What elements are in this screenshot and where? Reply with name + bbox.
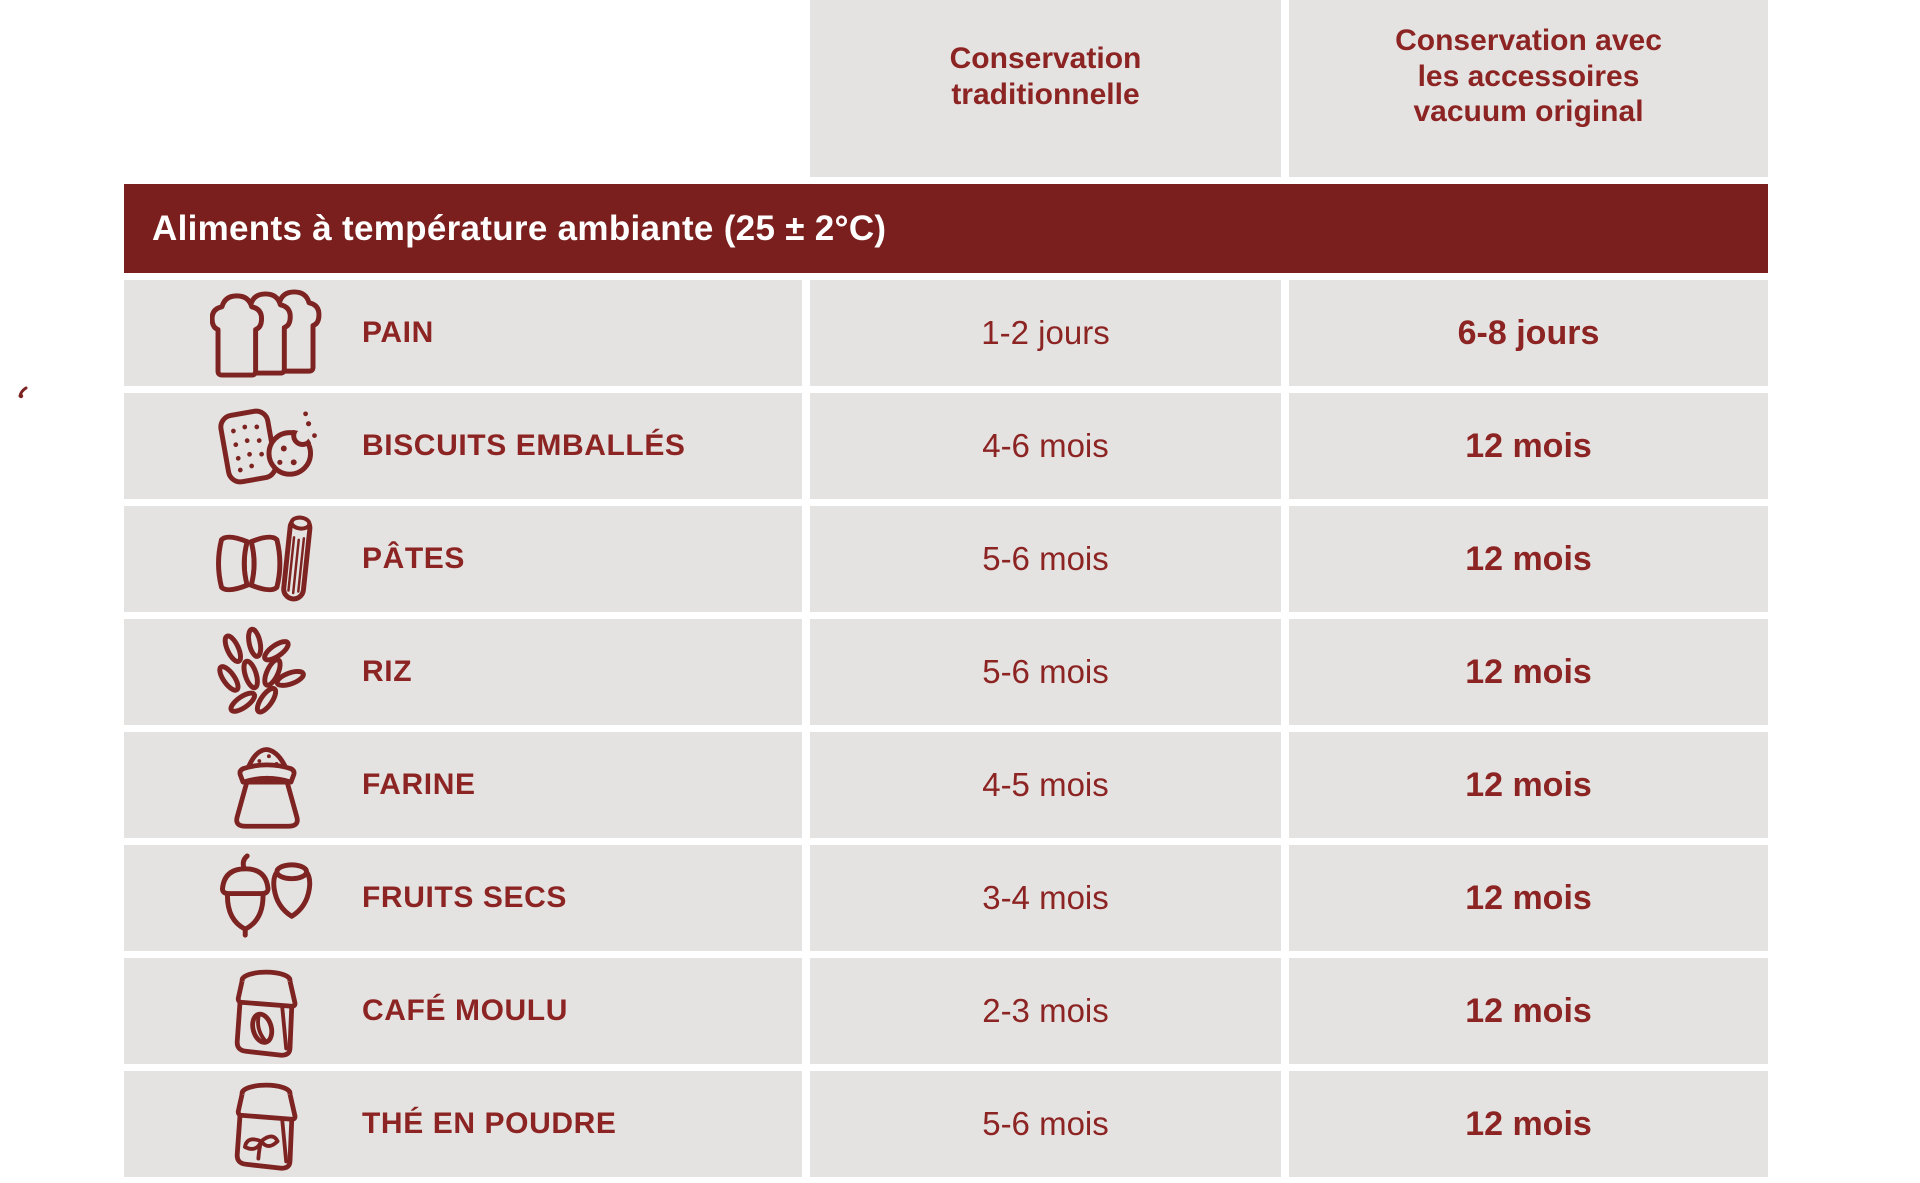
table-row-item-biscuits xyxy=(124,393,802,499)
table-row-item-pates xyxy=(124,506,802,612)
bread-icon xyxy=(210,286,324,380)
rice-icon xyxy=(210,625,324,719)
item-label: PÂTES xyxy=(362,542,466,575)
tea-powder-icon xyxy=(210,1077,324,1171)
section-banner-label: Aliments à température ambiante (25 ± 2°C) xyxy=(152,208,887,248)
column-header-vacuum-label: Conservation avec les accessoires vacuum original xyxy=(1395,24,1662,129)
biscuits-icon xyxy=(210,399,324,493)
value-vacuum: 6-8 jours xyxy=(1289,280,1768,386)
table-row-item-riz xyxy=(124,619,802,725)
section-banner xyxy=(124,184,1768,273)
value-traditional: 5-6 mois xyxy=(810,619,1281,725)
value-vacuum: 12 mois xyxy=(1289,1071,1768,1177)
header-spacer xyxy=(124,0,802,177)
value-vacuum: 12 mois xyxy=(1289,845,1768,951)
value-vacuum: 12 mois xyxy=(1289,619,1768,725)
value-traditional: 1-2 jours xyxy=(810,280,1281,386)
item-label: PAIN xyxy=(362,316,434,349)
stray-ink-mark xyxy=(17,386,31,400)
value-traditional: 4-6 mois xyxy=(810,393,1281,499)
value-traditional: 5-6 mois xyxy=(810,1071,1281,1177)
value-traditional: 2-3 mois xyxy=(810,958,1281,1064)
dried-fruits-icon xyxy=(210,851,324,945)
table-row-item-the-en-poudre xyxy=(124,1071,802,1177)
column-header-traditional-label: Conservation traditionnelle xyxy=(949,42,1142,111)
flour-sack-icon xyxy=(210,738,324,832)
table-row-item-pain xyxy=(124,280,802,386)
column-header-traditional xyxy=(810,0,1281,177)
table-row-item-fruits-secs xyxy=(124,845,802,951)
item-label: BISCUITS EMBALLÉS xyxy=(362,429,686,462)
value-traditional: 5-6 mois xyxy=(810,506,1281,612)
item-label: THÉ EN POUDRE xyxy=(362,1107,617,1140)
value-traditional: 4-5 mois xyxy=(810,732,1281,838)
ground-coffee-icon xyxy=(210,964,324,1058)
value-vacuum: 12 mois xyxy=(1289,393,1768,499)
value-vacuum: 12 mois xyxy=(1289,732,1768,838)
item-label: FRUITS SECS xyxy=(362,881,567,914)
column-header-vacuum xyxy=(1289,0,1768,177)
item-label: FARINE xyxy=(362,768,476,801)
item-label: CAFÉ MOULU xyxy=(362,994,568,1027)
value-vacuum: 12 mois xyxy=(1289,958,1768,1064)
table-row-item-cafe-moulu xyxy=(124,958,802,1064)
conservation-table xyxy=(124,0,1768,1177)
table-row-item-farine xyxy=(124,732,802,838)
value-traditional: 3-4 mois xyxy=(810,845,1281,951)
item-label: RIZ xyxy=(362,655,413,688)
value-vacuum: 12 mois xyxy=(1289,506,1768,612)
pasta-icon xyxy=(210,512,324,606)
